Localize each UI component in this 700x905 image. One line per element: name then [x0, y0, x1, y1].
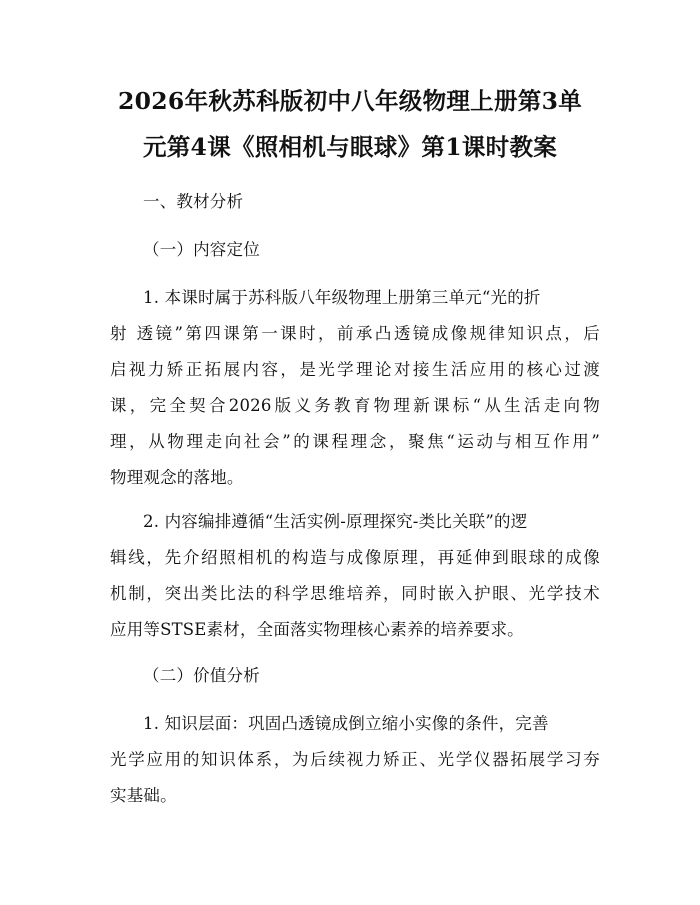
paragraph-1-line-4: 课，完全契合2026版义务教育物理新课标“从生活走向物: [110, 396, 600, 415]
paragraph-3-line-1: 1. 知识层面：巩固凸透镜成倒立缩小实像的条件，完善: [143, 714, 549, 733]
subsection-heading-value-analysis: （二）价值分析: [143, 666, 260, 685]
paragraph-1-line-3: 启视力矫正拓展内容，是光学理论对接生活应用的核心过渡: [110, 360, 600, 379]
paragraph-2-line-1: 2. 内容编排遵循“生活实例-原理探究-类比关联”的逻: [143, 512, 528, 531]
paragraph-1-line-1: 1. 本课时属于苏科版八年级物理上册第三单元“光的折: [143, 288, 541, 307]
paragraph-1-line-2: 射 透镜”第四课第一课时，前承凸透镜成像规律知识点，后: [110, 324, 600, 343]
document-title-line-2: 元第4课《照相机与眼球》第1课时教案: [142, 133, 558, 161]
subsection-heading-content-positioning: （一）内容定位: [143, 240, 260, 259]
paragraph-1-line-6: 物理观念的落地。: [110, 468, 244, 487]
paragraph-2-line-4: 应用等STSE素材，全面落实物理核心素养的培养要求。: [110, 620, 524, 639]
document-title-line-1: 2026年秋苏科版初中八年级物理上册第3单: [117, 87, 583, 115]
paragraph-3-line-3: 实基础。: [110, 786, 177, 805]
section-heading-textbook-analysis: 一、教材分析: [143, 192, 244, 211]
paragraph-3-line-2: 光学应用的知识体系，为后续视力矫正、光学仪器拓展学习夯: [110, 750, 600, 769]
paragraph-2-line-2: 辑线，先介绍照相机的构造与成像原理，再延伸到眼球的成像: [110, 548, 600, 567]
paragraph-2-line-3: 机制，突出类比法的科学思维培养，同时嵌入护眼、光学技术: [110, 584, 600, 603]
paragraph-1-line-5: 理，从物理走向社会”的课程理念，聚焦“运动与相互作用”: [110, 432, 600, 451]
